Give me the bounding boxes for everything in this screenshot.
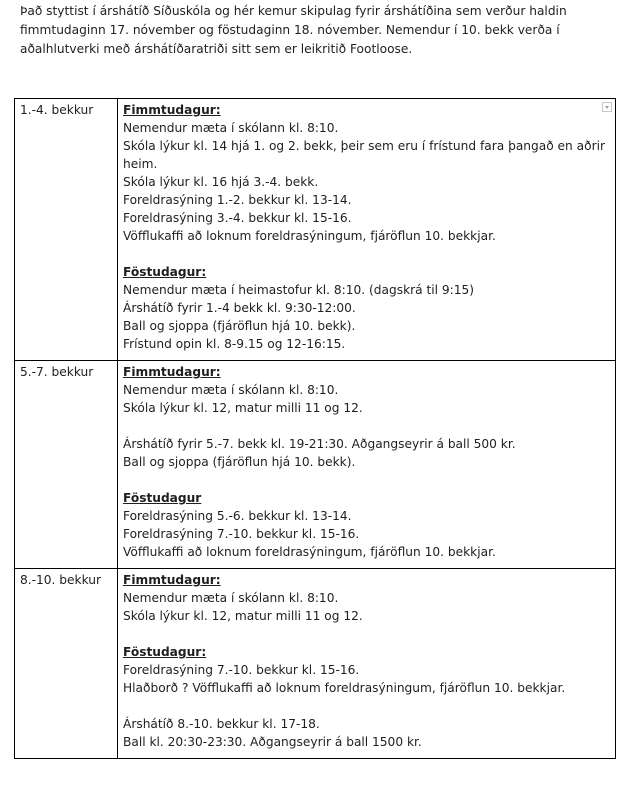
grade-cell: 5.-7. bekkur	[15, 361, 118, 569]
grade-cell: 1.-4. bekkur	[15, 99, 118, 361]
schedule-line: Foreldrasýning 7.-10. bekkur kl. 15-16.	[123, 663, 360, 677]
schedule-line: Nemendur mæta í skólann kl. 8:10.	[123, 383, 339, 397]
schedule-cell	[118, 99, 616, 361]
intro-line: fimmtudaginn 17. nóvember og föstudaginn 18. nóvember. Nemendur í 10. bekk verða í	[20, 23, 560, 37]
schedule-cell	[118, 361, 616, 569]
schedule-line: Skóla lýkur kl. 12, matur milli 11 og 12.	[123, 401, 363, 415]
day-title: Föstudagur:	[123, 645, 207, 659]
schedule-line: Vöfflukaffi að loknum foreldrasýningum, fjáröflun 10. bekkjar.	[123, 229, 496, 243]
schedule-line: Árshátíð fyrir 1.-4 bekk kl. 9:30-12:00.	[123, 301, 356, 315]
intro-line: Það styttist í árshátíð Síðuskóla og hér kemur skipulag fyrir árshátíðina sem verður haldin	[20, 4, 567, 18]
schedule-line: Foreldrasýning 7.-10. bekkur kl. 15-16.	[123, 527, 360, 541]
day-title: Föstudagur:	[123, 265, 207, 279]
schedule-line: Foreldrasýning 1.-2. bekkur kl. 13-14.	[123, 193, 352, 207]
blank-line	[123, 417, 610, 435]
schedule-line: Ball kl. 20:30-23:30. Aðgangseyrir á ball 1500 kr.	[123, 735, 422, 749]
schedule-line: Ball og sjoppa (fjáröflun hjá 10. bekk).	[123, 319, 356, 333]
table-row	[15, 361, 616, 569]
schedule-line: Árshátíð fyrir 5.-7. bekk kl. 19-21:30. Aðgangseyrir á ball 500 kr.	[123, 437, 516, 451]
schedule-line: Skóla lýkur kl. 12, matur milli 11 og 12.	[123, 609, 363, 623]
schedule-line: Frístund opin kl. 8-9.15 og 12-16:15.	[123, 337, 346, 351]
day-title: Föstudagur	[123, 491, 202, 505]
blank-line	[123, 471, 610, 489]
schedule-line: Foreldrasýning 5.-6. bekkur kl. 13-14.	[123, 509, 352, 523]
table-row	[15, 569, 616, 759]
schedule-line: Nemendur mæta í heimastofur kl. 8:10. (dagskrá til 9:15)	[123, 283, 475, 297]
schedule-line: Foreldrasýning 3.-4. bekkur kl. 15-16.	[123, 211, 352, 225]
schedule-line: Skóla lýkur kl. 14 hjá 1. og 2. bekk, þeir sem eru í frístund fara þangað en aðrir heim.	[123, 139, 605, 171]
grade-cell: 8.-10. bekkur	[15, 569, 118, 759]
intro-paragraph	[20, 2, 610, 59]
schedule-line: Ball og sjoppa (fjáröflun hjá 10. bekk).	[123, 455, 356, 469]
intro-line: aðalhlutverki með árshátíðaratriði sitt sem er leikritið Footloose.	[20, 42, 413, 56]
schedule-line: Árshátíð 8.-10. bekkur kl. 17-18.	[123, 717, 320, 731]
day-title: Fimmtudagur:	[123, 365, 221, 379]
blank-line	[123, 245, 610, 263]
schedule-line: Hlaðborð ? Vöfflukaffi að loknum foreldrasýningum, fjáröflun 10. bekkjar.	[123, 681, 566, 695]
schedule-cell	[118, 569, 616, 759]
schedule-line: Skóla lýkur kl. 16 hjá 3.-4. bekk.	[123, 175, 319, 189]
day-title: Fimmtudagur:	[123, 103, 221, 117]
schedule-table	[14, 98, 616, 759]
schedule-line: Vöfflukaffi að loknum foreldrasýningum, fjáröflun 10. bekkjar.	[123, 545, 496, 559]
schedule-line: Nemendur mæta í skólann kl. 8:10.	[123, 591, 339, 605]
blank-line	[123, 697, 610, 715]
blank-line	[123, 625, 610, 643]
schedule-line: Nemendur mæta í skólann kl. 8:10.	[123, 121, 339, 135]
table-row	[15, 99, 616, 361]
day-title: Fimmtudagur:	[123, 573, 221, 587]
table-dropdown-icon[interactable]	[602, 102, 612, 112]
intro-text	[20, 2, 610, 59]
